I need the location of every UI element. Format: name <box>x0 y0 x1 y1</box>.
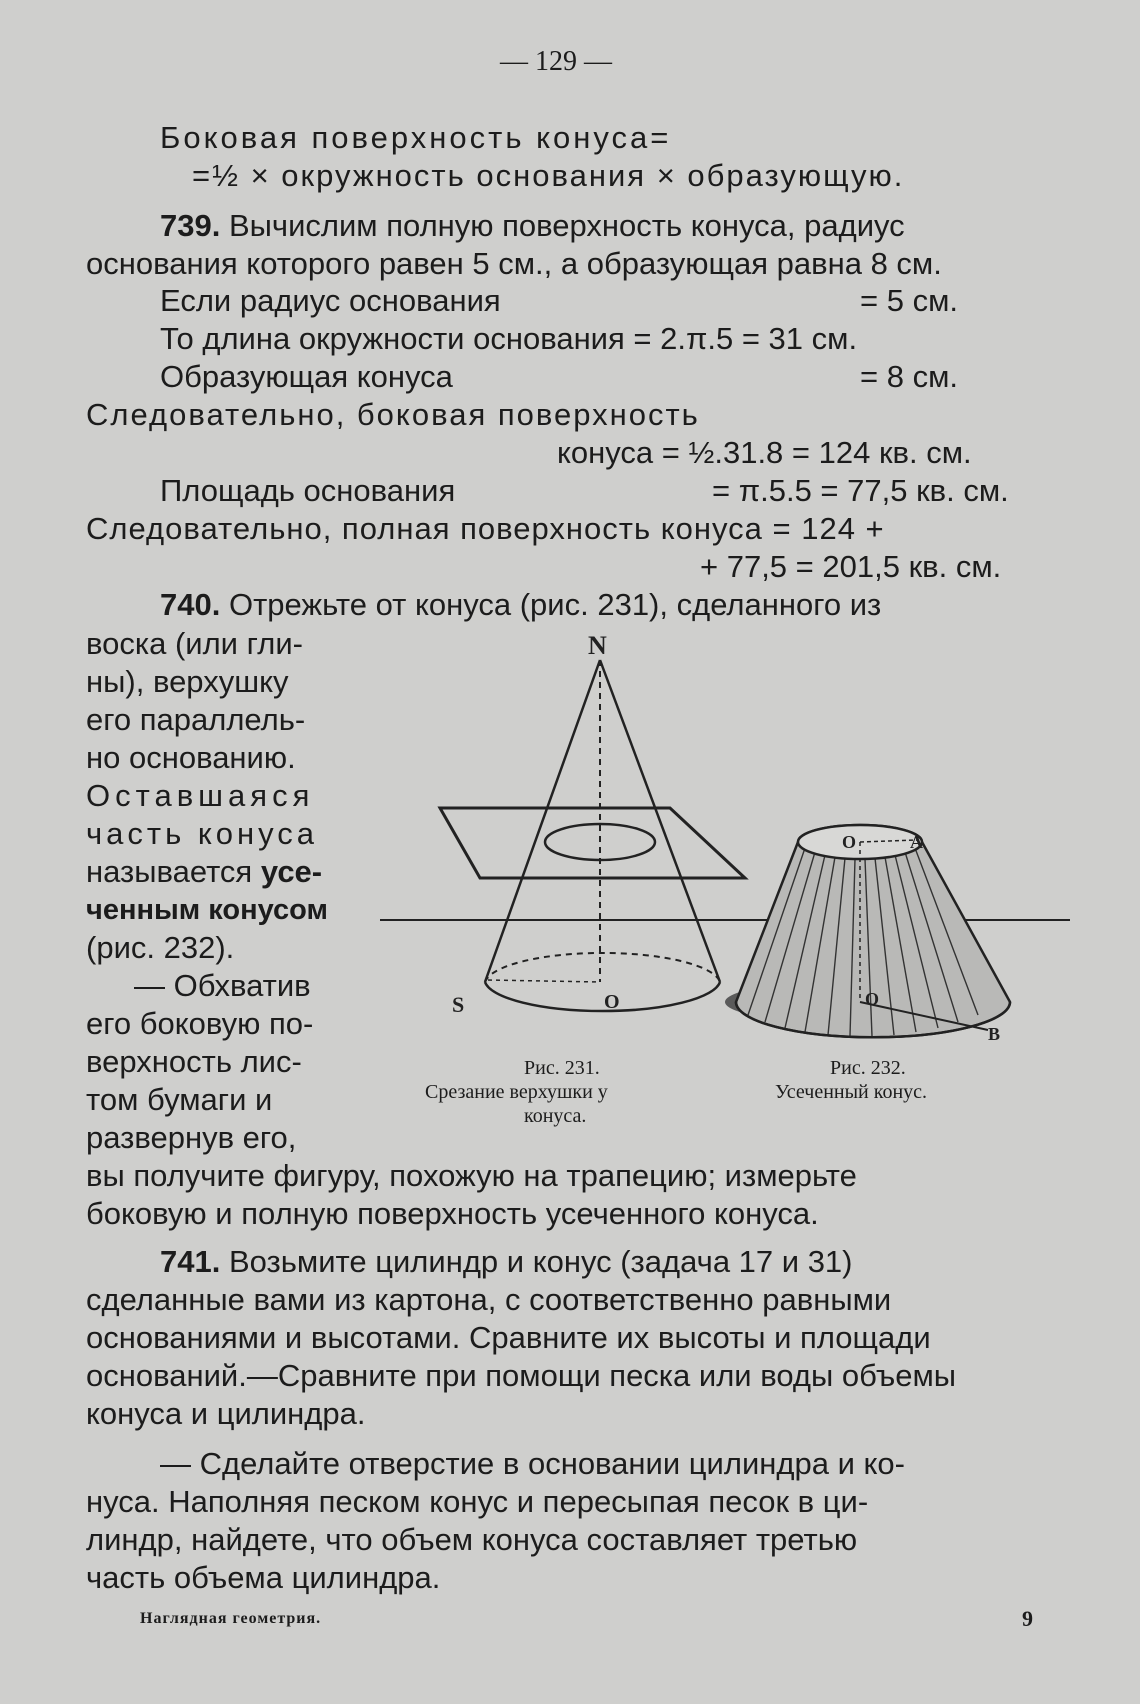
problem-741-text: Возьмите цилиндр и конус (задача 17 и 31) <box>228 1244 853 1279</box>
fig-232-caption-1: Рис. 232. <box>830 1057 906 1079</box>
cone-side-left <box>485 660 600 982</box>
label-n: N <box>588 631 607 660</box>
problem-740-after-1: вы получите фигуру, похожую на трапецию; измерьте <box>86 1158 857 1193</box>
problem-740-after-2: боковую и полную поверхность усеченного конуса. <box>86 1196 819 1231</box>
fig-231-caption-3: конуса. <box>524 1105 587 1127</box>
label-o-231: O <box>604 991 620 1013</box>
side-line-5: Оставшаяся <box>86 778 315 813</box>
problem-741-more-4: часть объема цилиндра. <box>86 1560 441 1595</box>
formula-line-2: =½ × окружность основания × образующую. <box>192 158 905 193</box>
label-b: B <box>988 1024 1001 1044</box>
formula-line-1: Боковая поверхность конуса= <box>160 120 672 155</box>
calc-row-7: Следовательно, полная поверхность конуса = 124 + <box>86 511 885 546</box>
calc-row-6-label: Площадь основания <box>160 473 456 508</box>
problem-740-text: Отрежьте от конуса (рис. 231), сделанного из <box>228 587 882 622</box>
side-line-4: но основанию. <box>86 740 296 775</box>
side-line-7-text: называется <box>86 854 253 889</box>
footer-book-title: Наглядная геометрия. <box>140 1610 322 1627</box>
page-number: — 129 — <box>500 46 612 77</box>
calc-row-6-value: = π.5.5 = 77,5 кв. см. <box>712 473 1009 508</box>
label-o1: O <box>842 832 857 852</box>
side-line-14: развернув его, <box>86 1120 297 1155</box>
problem-741-line-4: оснований.—Сравните при помощи песка или воды объемы <box>86 1358 957 1393</box>
problem-739-number: 739. <box>160 208 221 243</box>
side-line-10: — Обхватив <box>134 968 311 1003</box>
side-line-6: часть конуса <box>86 816 319 851</box>
calc-row-1-label: Если радиус основания <box>160 283 501 318</box>
fig-231-caption-1: Рис. 231. <box>524 1057 600 1079</box>
fig-232-caption-2: Усеченный конус. <box>775 1081 928 1103</box>
problem-740-line-1 <box>160 587 881 623</box>
problem-739-line-2: основания которого равен 5 см., а образующая равна 8 см. <box>86 246 942 281</box>
side-line-3: его параллель- <box>86 702 306 737</box>
side-line-9: (рис. 232). <box>86 930 235 965</box>
calc-row-3-label: Образующая конуса <box>160 359 453 394</box>
problem-741-line-2: сделанные вами из картона, с соответственно равными <box>86 1282 892 1317</box>
calc-row-4: Следовательно, боковая поверхность <box>86 397 700 432</box>
problem-740-number: 740. <box>160 587 221 622</box>
figures-illustration <box>370 630 1070 1050</box>
problem-741-more-3: линдр, найдете, что объем конуса составляет третью <box>86 1522 858 1557</box>
cone-side-right <box>600 660 720 982</box>
side-line-7 <box>86 854 322 890</box>
calc-row-2: То длина окружности основания = 2.π.5 = 31 см. <box>160 321 858 356</box>
problem-741-more-1: — Сделайте отверстие в основании цилиндра и ко- <box>160 1446 905 1481</box>
label-s: S <box>452 992 465 1017</box>
problem-741-more-2: нуса. Наполняя песком конус и пересыпая песок в ци- <box>86 1484 869 1519</box>
side-line-11: его боковую по- <box>86 1006 314 1041</box>
calc-row-8: + 77,5 = 201,5 кв. см. <box>700 549 1002 584</box>
side-line-8: ченным конусом <box>86 894 328 926</box>
problem-739-line-1 <box>160 208 905 244</box>
calc-row-1-value: = 5 см. <box>860 283 958 318</box>
footer-signature: 9 <box>1022 1606 1033 1631</box>
problem-741-line-1 <box>160 1244 853 1280</box>
calc-row-5: конуса = ½.31.8 = 124 кв. см. <box>557 435 972 470</box>
side-line-12: верхность лис- <box>86 1044 302 1079</box>
problem-741-line-3: основаниями и высотами. Сравните их высоты и площади <box>86 1320 931 1355</box>
side-line-7-term: усе- <box>260 854 323 889</box>
problem-739-text: Вычислим полную поверхность конуса, радиус <box>228 208 905 243</box>
problem-741-line-5: конуса и цилиндра. <box>86 1396 366 1431</box>
cutting-plane <box>440 808 745 878</box>
fig-231-caption-2: Срезание верхушки у <box>425 1081 608 1103</box>
side-line-13: том бумаги и <box>86 1082 273 1117</box>
label-a: A <box>910 832 923 852</box>
label-o-232: O <box>865 989 880 1009</box>
problem-741-number: 741. <box>160 1244 221 1279</box>
cone-base-front <box>485 982 720 1011</box>
cone-base-back <box>485 953 720 982</box>
calc-row-3-value: = 8 см. <box>860 359 958 394</box>
cone-radius <box>488 980 600 982</box>
side-line-2: ны), верхушку <box>86 664 289 699</box>
side-line-1: воска (или гли- <box>86 626 303 661</box>
